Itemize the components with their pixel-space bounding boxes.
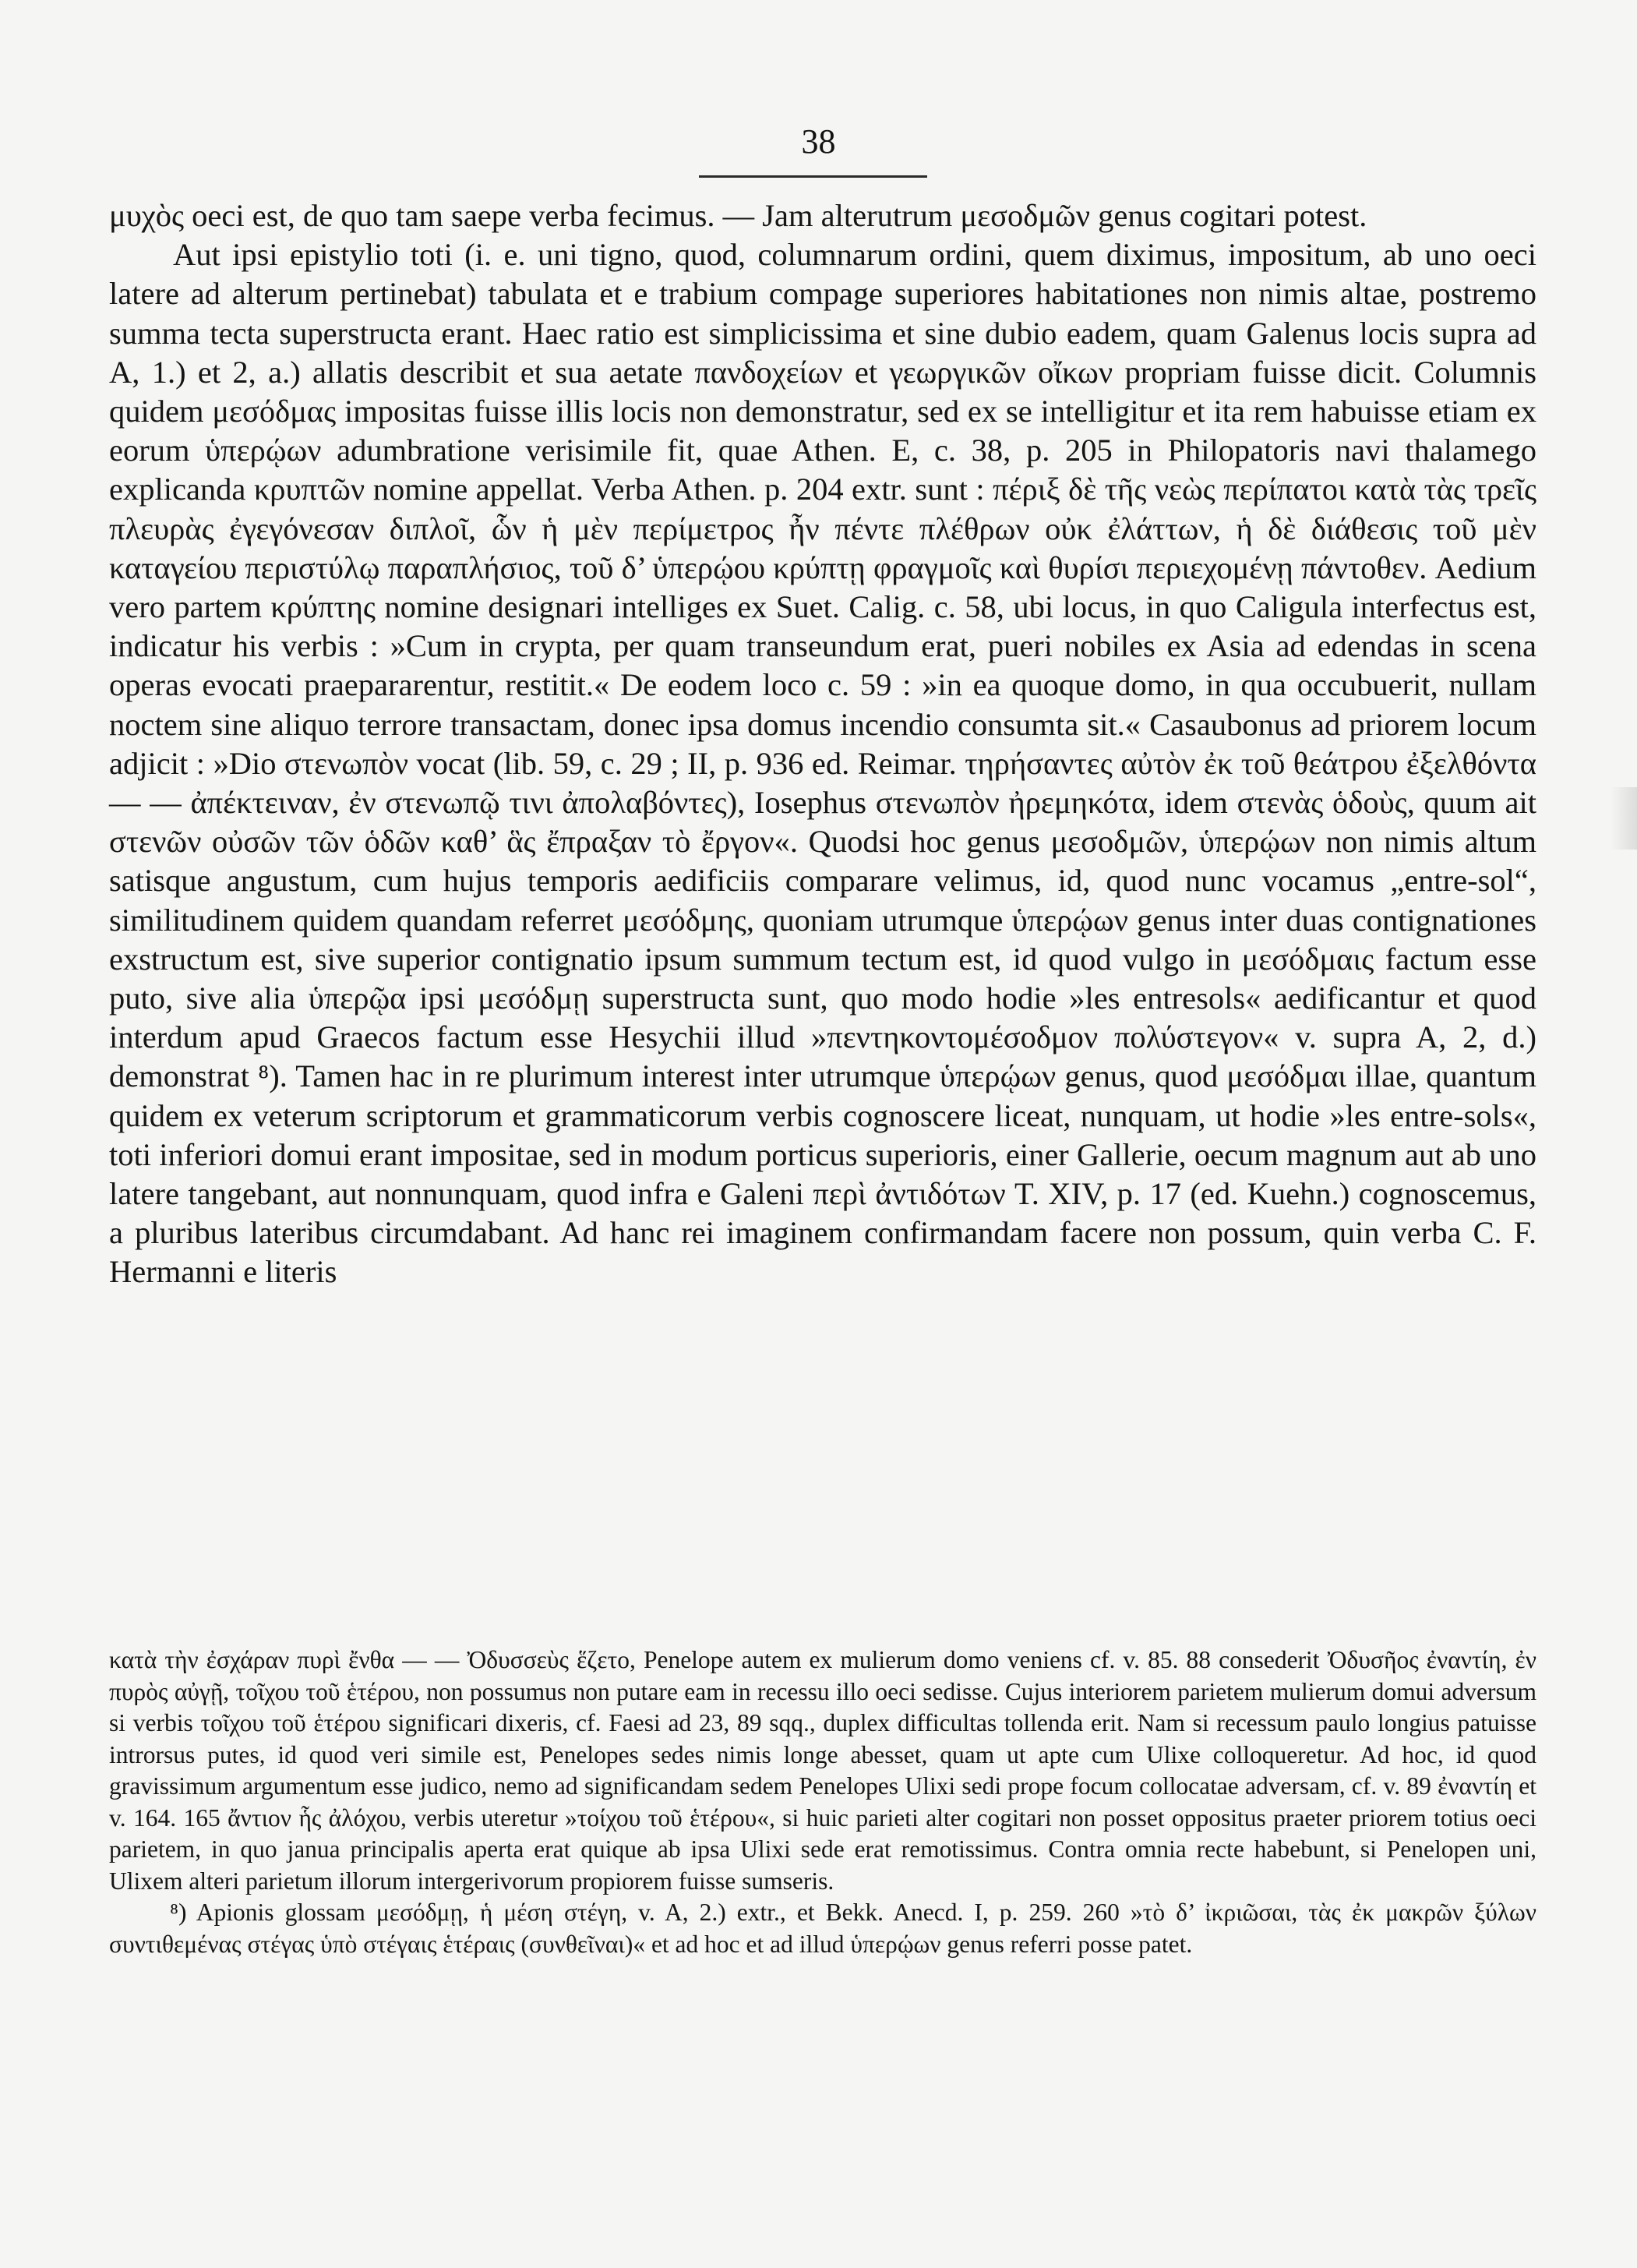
footnote-8: ⁸) Apionis glossam μεσόδμῃ, ἡ μέση στέγη, v. A, 2.) extr., et Bekk. Anecd. I, p. 259. 260 »τὸ δ’ ἰκριῶσαι, τὰς ἐκ μακρῶν ξύλων συντιθεμένας στέγας ὑπὸ στέγαις ἑτέραις (συνθεῖναι)« et ad hoc et ad illud ὑπερῴων genus referri posse patet. [109, 1899, 1536, 1958]
page-edge-bleed [1611, 787, 1637, 850]
footnote-continued: κατὰ τὴν ἐσχάραν πυρὶ ἔνθα — — Ὀδυσσεὺς ἕζετο, Penelope autem ex mulierum domo veniens cf. v. 85. 88 consederit Ὀδυσῆος ἐναντίη, ἐν πυρὸς αὐγῇ, τοῖχου τοῦ ἑτέρου, non possumus non putare eam in recessu illo oeci sedisse. Cujus interiorem parietem mulierum domui adversum si verbis τοῖχου τοῦ ἑτέρου significari dixeris, cf. Faesi ad 23, 89 sqq., duplex difficultas tollenda erit. Nam si recessum paulo longius patuisse introrsus putes, id quod veri simile est, Penelopes sedes nimis longe abesset, quam ut apte cum Ulixe colloqueretur. Ad hoc, id quod gravissimum argumentum esse judico, nemo ad significandam sedem Penelopes Ulixi sedi prope focum collocatae adversam, cf. v. 89 ἐναντίη et v. 164. 165 ἄντιον ἧς ἀλόχου, verbis uteretur »τοίχου τοῦ ἑτέρου«, si huic parieti alter cogitari non posset oppositus praeter priorem totius oeci parietem, in quo janua principalis aperta erat quique ab ipsa Ulixi sede erat remotissimus. Contra omnia recte habebunt, si Penelopen uni, Ulixem alteri parietum illorum intergerivorum propiorem fuisse sumseris. [109, 1646, 1536, 1895]
page-number: 38 [801, 122, 836, 161]
header-rule [699, 175, 927, 178]
footnotes [109, 1644, 1536, 1960]
main-paragraph-1: μυχὸς oeci est, de quo tam saepe verba fecimus. — Jam alterutrum μεσοδμῶν genus cogitari potest. [109, 198, 1367, 233]
main-paragraph-2: Aut ipsi epistylio toti (i. e. uni tigno, quod, columnarum ordini, quem diximus, impositum, ab uno oeci latere ad alterum pertinebat) tabulata et e trabium compage superiores habitationes non nimis altae, postremo summa tecta superstructa erant. Haec ratio est simplicissima et sine dubio eadem, quam Galenus locis supra ad A, 1.) et 2, a.) allatis describit et sua aetate πανδοχείων et γεωργικῶν οἴκων propriam fuisse dicit. Columnis quidem μεσόδμας impositas fuisse illis locis non demonstratur, sed ex se intelligitur et ita rem habuisse etiam ex eorum ὑπερῴων adumbratione verisimile fit, quae Athen. E, c. 38, p. 205 in Philopatoris navi thalamego explicanda κρυπτῶν nomine appellat. Verba Athen. p. 204 extr. sunt : πέριξ δὲ τῆς νεὼς περίπατοι κατὰ τὰς τρεῖς πλευρὰς ἐγεγόνεσαν διπλοῖ, ὧν ἡ μὲν περίμετρος ἦν πέντε πλέθρων οὐκ ἐλάττων, ἡ δὲ διάθεσις τοῦ μὲν καταγείου περιστύλῳ παραπλήσιος, τοῦ δ’ ὑπερῴου κρύπτῃ φραγμοῖς καὶ θυρίσι περιεχομένῃ πάντοθεν. Aedium vero partem κρύπτης nomine designari intelliges ex Suet. Calig. c. 58, ubi locus, in quo Caligula interfectus est, indicatur his verbis : »Cum in crypta, per quam transeundum erat, pueri nobiles ex Asia ad edendas in scena operas evocati praepararentur, restitit.« De eodem loco c. 59 : »in ea quoque domo, in qua occubuerit, nullam noctem sine aliquo terrore transactam, donec ipsa domus incendio consumta sit.« Casaubonus ad priorem locum adjicit : »Dio στενωπὸν vocat (lib. 59, c. 29 ; II, p. 936 ed. Reimar. τηρήσαντες αὐτὸν ἐκ τοῦ θεάτρου ἐξελθόντα — — ἀπέκτειναν, ἐν στενωπῷ τινι ἀπολαβόντες), Iosephus στενωπὸν ἠρεμηκότα, idem στενὰς ὁδοὺς, quum ait στενῶν οὐσῶν τῶν ὁδῶν καθ’ ἃς ἔπραξαν τὸ ἔργον«. Quodsi hoc genus μεσοδμῶν, ὑπερῴων non nimis altum satisque angustum, cum hujus temporis aedificiis comparare velimus, id, quod nunc vocamus „entre-sol“, similitudinem quidem quandam referret μεσόδμης, quoniam utrumque ὑπερῴων genus inter duas contignationes exstructum est, sive superior contignatio ipsum summum tectum est, id quod vulgo in μεσόδμαις factum esse puto, sive alia ὑπερῷα ipsi μεσόδμῃ superstructa sunt, quo modo hodie »les entresols« aedificantur et quod interdum apud Graecos factum esse Hesychii illud »πεντηκοντομέσοδμον πολύστεγον« v. supra A, 2, d.) demonstrat ⁸). Tamen hac in re plurimum interest inter utrumque ὑπερῴων genus, quod μεσόδμαι illae, quantum quidem ex veterum scriptorum et grammaticorum verbis cognoscere liceat, nunquam, ut hodie »les entre-sols«, toti inferiori domui erant impositae, sed in modum porticus superioris, einer Gallerie, oecum magnum aut ab uno latere tangebant, aut nonnunquam, quod infra e Galeni περὶ ἀντιδότων T. XIV, p. 17 (ed. Kuehn.) cognoscemus, a pluribus lateribus circumdabant. Ad hanc rei imaginem confirmandam facere non possum, quin verba C. F. Hermanni e literis [109, 237, 1536, 1290]
main-text [109, 196, 1536, 1292]
